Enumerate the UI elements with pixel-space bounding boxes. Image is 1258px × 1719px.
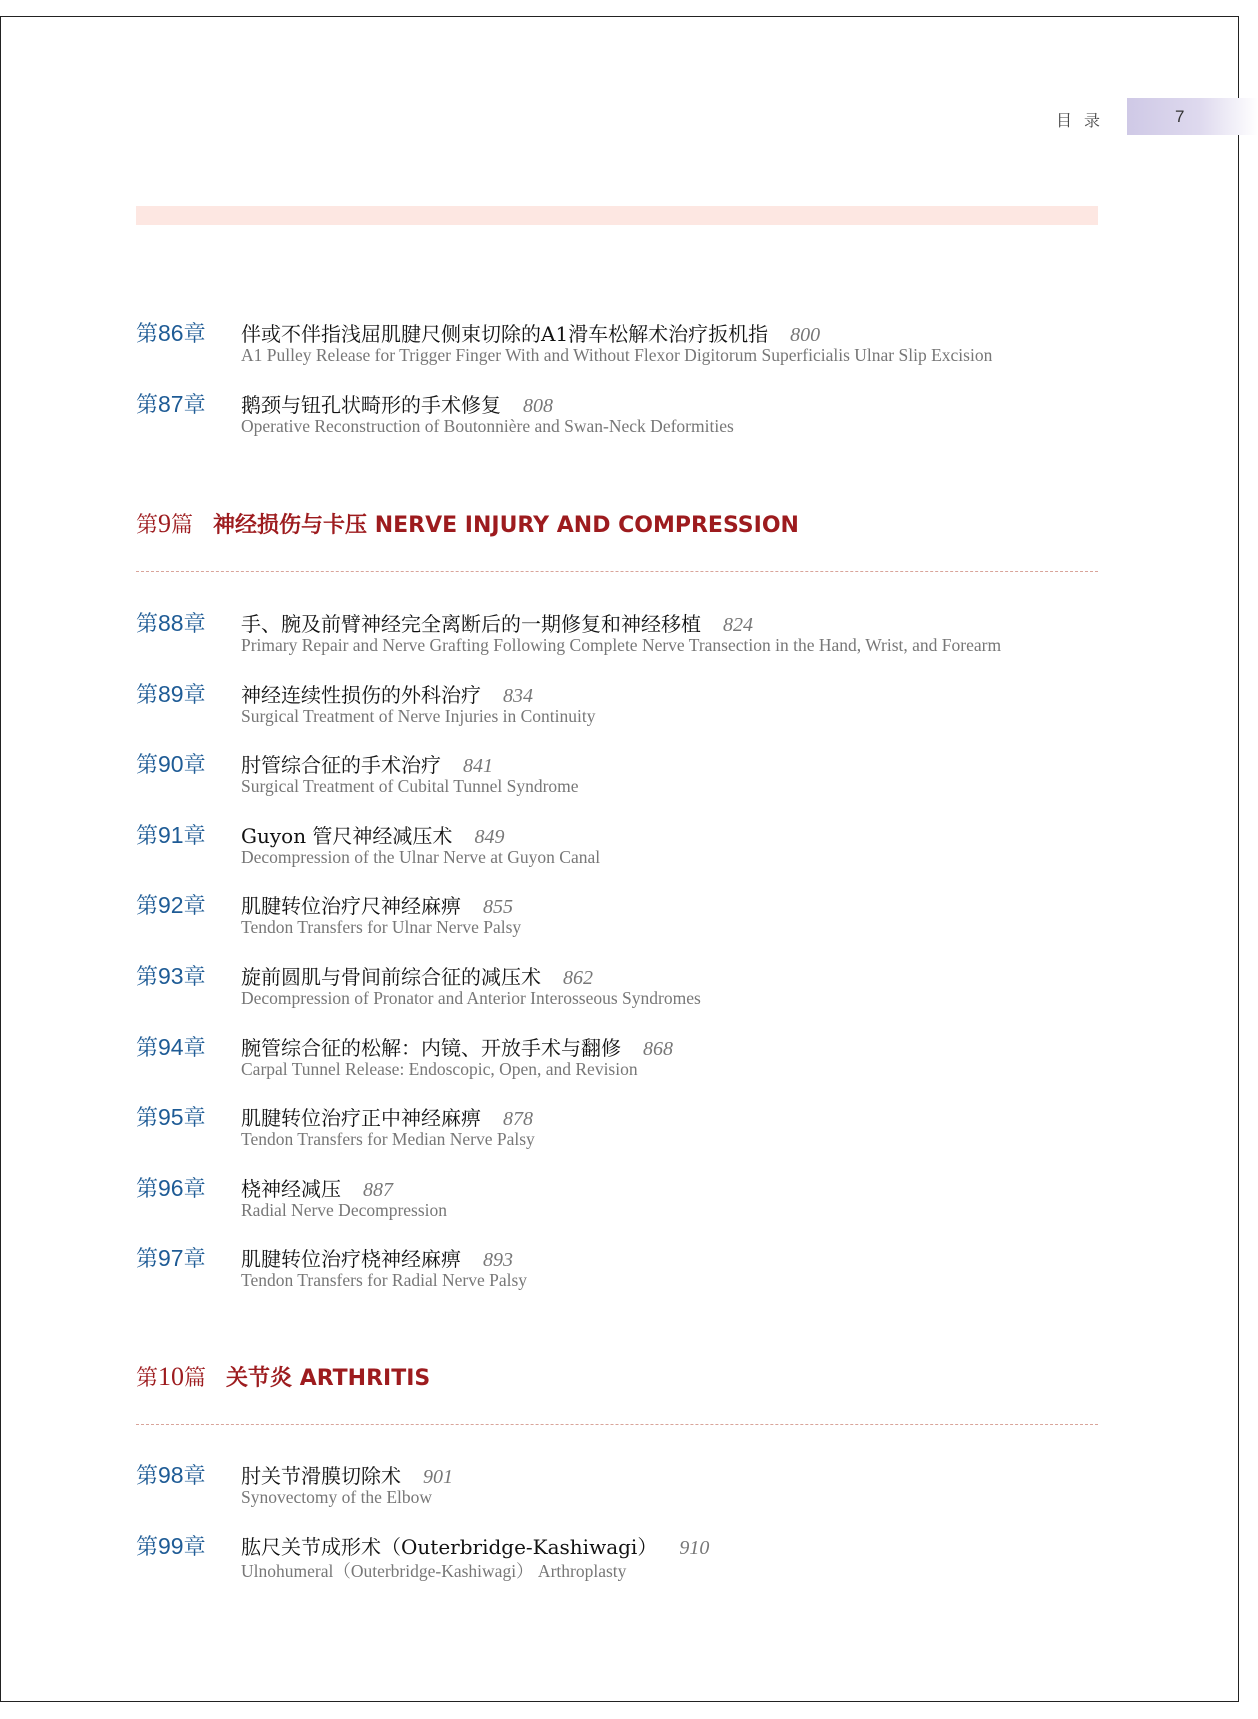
chapter-label: 第98章 <box>136 1462 206 1489</box>
chapter-title-en: Radial Nerve Decompression <box>241 1199 448 1220</box>
chapter-label: 第99章 <box>136 1533 206 1560</box>
chapter-label: 第96章 <box>136 1174 206 1202</box>
page-number-tab <box>1127 98 1258 135</box>
page-ref: 878 <box>503 1108 533 1131</box>
chapter-label: 第90章 <box>136 751 206 779</box>
chapter-title-zh: 肘管综合征的手术治疗 841 <box>241 753 493 778</box>
chapter-title-zh: 手、腕及前臂神经完全离断后的一期修复和神经移植 824 <box>241 612 753 636</box>
chapter-title-zh: 鹅颈与钮孔状畸形的手术修复 808 <box>241 393 553 417</box>
section-banner-bar <box>136 206 1098 225</box>
chapter-title-en: Tendon Transfers for Radial Nerve Palsy <box>241 1270 528 1291</box>
chapter-title-zh: 肌腱转位治疗桡神经麻痹 893 <box>241 1247 513 1272</box>
chapter-title-zh: 肌腱转位治疗正中神经麻痹 878 <box>241 1106 533 1131</box>
page-ref: 855 <box>483 896 513 919</box>
chapter-title-en: Surgical Treatment of Cubital Tunnel Syndrome <box>241 776 579 797</box>
part-heading <box>136 508 1136 539</box>
page-ref: 824 <box>723 614 753 636</box>
page-ref: 868 <box>643 1037 673 1060</box>
chapter-title-en: Tendon Transfers for Ulnar Nerve Palsy <box>241 917 522 938</box>
part-divider <box>136 571 1098 572</box>
chapter-label: 第89章 <box>136 680 206 708</box>
page-ref: 887 <box>363 1178 393 1201</box>
part-heading <box>136 1361 1136 1392</box>
chapter-title-en: Primary Repair and Nerve Grafting Following Complete Nerve Transection in the Hand, Wrist, and Forearm <box>241 635 1002 655</box>
part-label: 第10篇 <box>136 1362 207 1391</box>
page-ref: 834 <box>503 684 533 707</box>
chapter-label: 第86章 <box>136 320 206 347</box>
chapter-title-en: Tendon Transfers for Median Nerve Palsy <box>241 1129 535 1150</box>
chapter-title-en: Surgical Treatment of Nerve Injuries in Continuity <box>241 705 596 726</box>
chapter-title-en: Synovectomy of the Elbow <box>241 1487 433 1507</box>
chapter-title-en: Decompression of the Ulnar Nerve at Guyon Canal <box>241 846 601 867</box>
chapter-title-zh: 桡神经减压 887 <box>241 1176 393 1201</box>
page-ref: 800 <box>790 324 821 346</box>
chapter-label: 第97章 <box>136 1245 206 1273</box>
chapter-title-zh: 肱尺关节成形术（Outerbridge-Kashiwagi） 910 <box>241 1535 710 1559</box>
chapter-label: 第95章 <box>136 1104 206 1132</box>
chapter-label: 第88章 <box>136 610 206 637</box>
chapter-title-zh: Guyon 管尺神经减压术 849 <box>241 823 505 848</box>
chapter-title-zh: 肌腱转位治疗尺神经麻痹 855 <box>241 894 513 919</box>
chapter-title-en: Ulnohumeral（Outerbridge-Kashiwagi） Arthroplasty <box>241 1561 627 1581</box>
page-ref: 910 <box>679 1537 710 1559</box>
chapter-title-en: Decompression of Pronator and Anterior Interosseous Syndromes <box>241 988 701 1008</box>
page-ref: 901 <box>423 1466 453 1488</box>
chapter-label: 第92章 <box>136 892 206 920</box>
chapter-label: 第87章 <box>136 391 206 418</box>
chapter-title-zh: 旋前圆肌与骨间前综合征的减压术 862 <box>241 965 593 989</box>
page-ref: 849 <box>474 825 505 848</box>
running-title: 目录 <box>1056 111 1113 130</box>
chapter-title-en: A1 Pulley Release for Trigger Finger With and Without Flexor Digitorum Superficialis Ulnar Slip Excision <box>241 345 993 365</box>
page-number: 7 <box>1175 107 1185 126</box>
page-frame <box>0 16 1239 1702</box>
page-ref: 808 <box>523 395 553 417</box>
part-title: 神经损伤与卡压 NERVE INJURY AND COMPRESSION <box>213 513 799 538</box>
chapter-title-zh: 腕管综合征的松解：内镜、开放手术与翻修 868 <box>241 1035 673 1060</box>
chapter-title-zh: 神经连续性损伤的外科治疗 834 <box>241 682 533 707</box>
chapter-title-zh: 伴或不伴指浅屈肌腱尺侧束切除的A1滑车松解术治疗扳机指 800 <box>241 322 821 346</box>
chapter-title-en: Carpal Tunnel Release: Endoscopic, Open, and Revision <box>241 1058 638 1079</box>
page-ref: 841 <box>463 755 493 778</box>
part-divider <box>136 1424 1098 1425</box>
page-ref: 862 <box>563 967 593 989</box>
part-label: 第9篇 <box>136 509 194 538</box>
chapter-label: 第91章 <box>136 821 206 849</box>
chapter-title-en: Operative Reconstruction of Boutonnière and Swan-Neck Deformities <box>241 416 734 436</box>
page-ref: 893 <box>483 1249 513 1272</box>
chapter-title-zh: 肘关节滑膜切除术 901 <box>241 1464 453 1488</box>
chapter-label: 第94章 <box>136 1033 206 1061</box>
part-title: 关节炎 ARTHRITIS <box>226 1366 431 1391</box>
chapter-label: 第93章 <box>136 963 206 990</box>
